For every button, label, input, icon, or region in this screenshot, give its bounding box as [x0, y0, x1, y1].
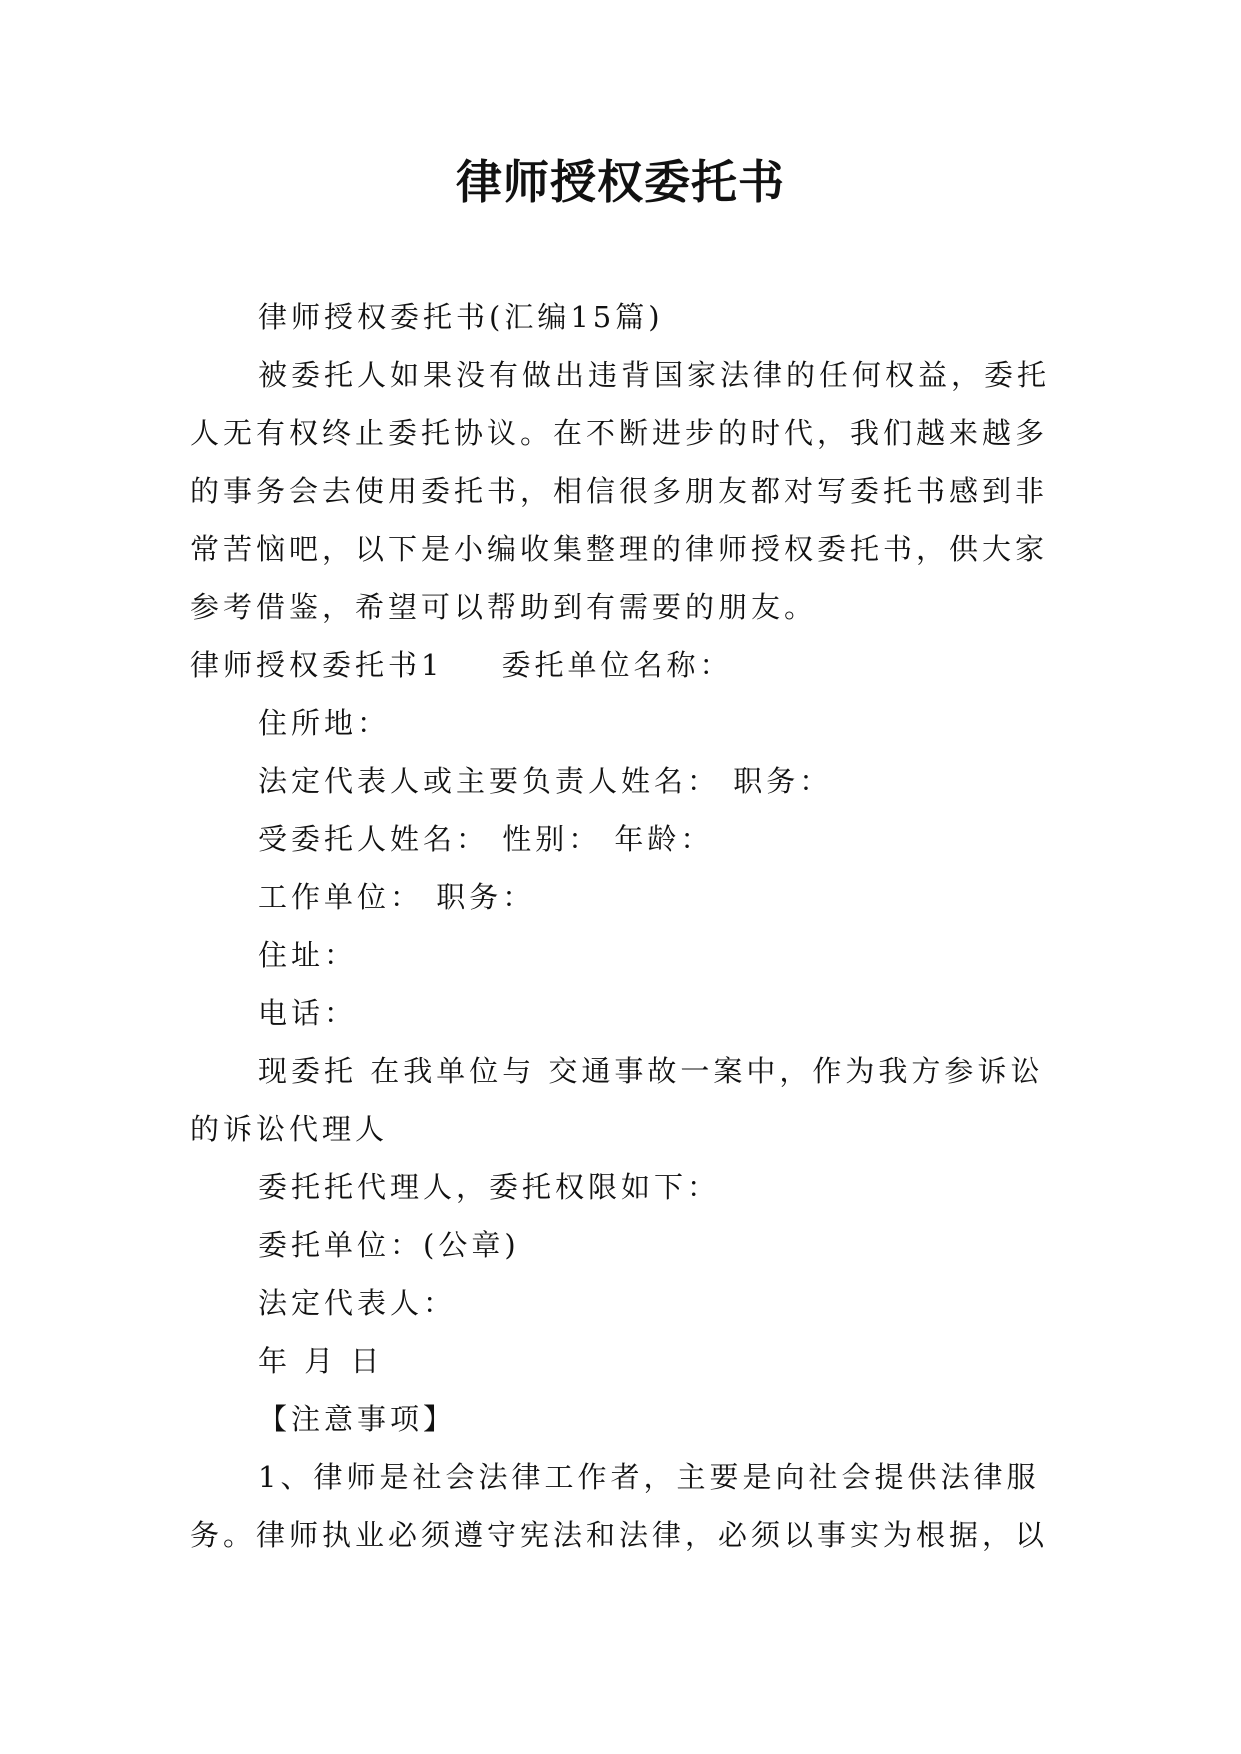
form-field-line: 法定代表人或主要负责人姓名： 职务：	[258, 764, 833, 798]
form-field-line: 电话：	[258, 996, 358, 1030]
paragraph-line: 现委托 在我单位与 交通事故一案中，作为我方参诉讼	[258, 1054, 1044, 1088]
paragraph-line: 委托托代理人，委托权限如下：	[258, 1170, 721, 1204]
form-field-line: 工作单位： 职务：	[258, 880, 536, 914]
document-title: 律师授权委托书	[456, 155, 785, 209]
notes-heading: 【注意事项】	[258, 1402, 457, 1436]
paragraph-line: 参考借鉴，希望可以帮助到有需要的朋友。	[190, 590, 818, 624]
paragraph-line: 被委托人如果没有做出违背国家法律的任何权益，委托	[258, 358, 1051, 392]
form-field-line: 住所地：	[258, 706, 391, 740]
document-body	[190, 288, 1060, 1564]
paragraph-line: 人无有权终止委托协议。在不断进步的时代，我们越来越多	[190, 416, 1049, 450]
paragraph-line: 的事务会去使用委托书，相信很多朋友都对写委托书感到非	[190, 474, 1049, 508]
field-label: 委托单位名称：	[501, 648, 733, 682]
section-heading-line	[190, 636, 1060, 694]
form-field-line: 受委托人姓名： 性别： 年龄：	[258, 822, 714, 856]
date-line: 年 月 日	[258, 1344, 384, 1378]
paragraph-line: 常苦恼吧，以下是小编收集整理的律师授权委托书，供大家	[190, 532, 1049, 566]
form-field-line: 住址：	[258, 938, 358, 972]
paragraph-line: 1、律师是社会法律工作者，主要是向社会提供法律服	[258, 1460, 1040, 1494]
paragraph-line: 律师授权委托书(汇编15篇)	[258, 300, 664, 334]
paragraph-line: 的诉讼代理人	[190, 1112, 389, 1146]
section-heading: 律师授权委托书1	[190, 648, 444, 682]
paragraph-line: 务。律师执业必须遵守宪法和法律，必须以事实为根据，以	[190, 1518, 1049, 1552]
form-field-line: 委托单位：(公章)	[258, 1228, 520, 1262]
form-field-line: 法定代表人：	[258, 1286, 457, 1320]
